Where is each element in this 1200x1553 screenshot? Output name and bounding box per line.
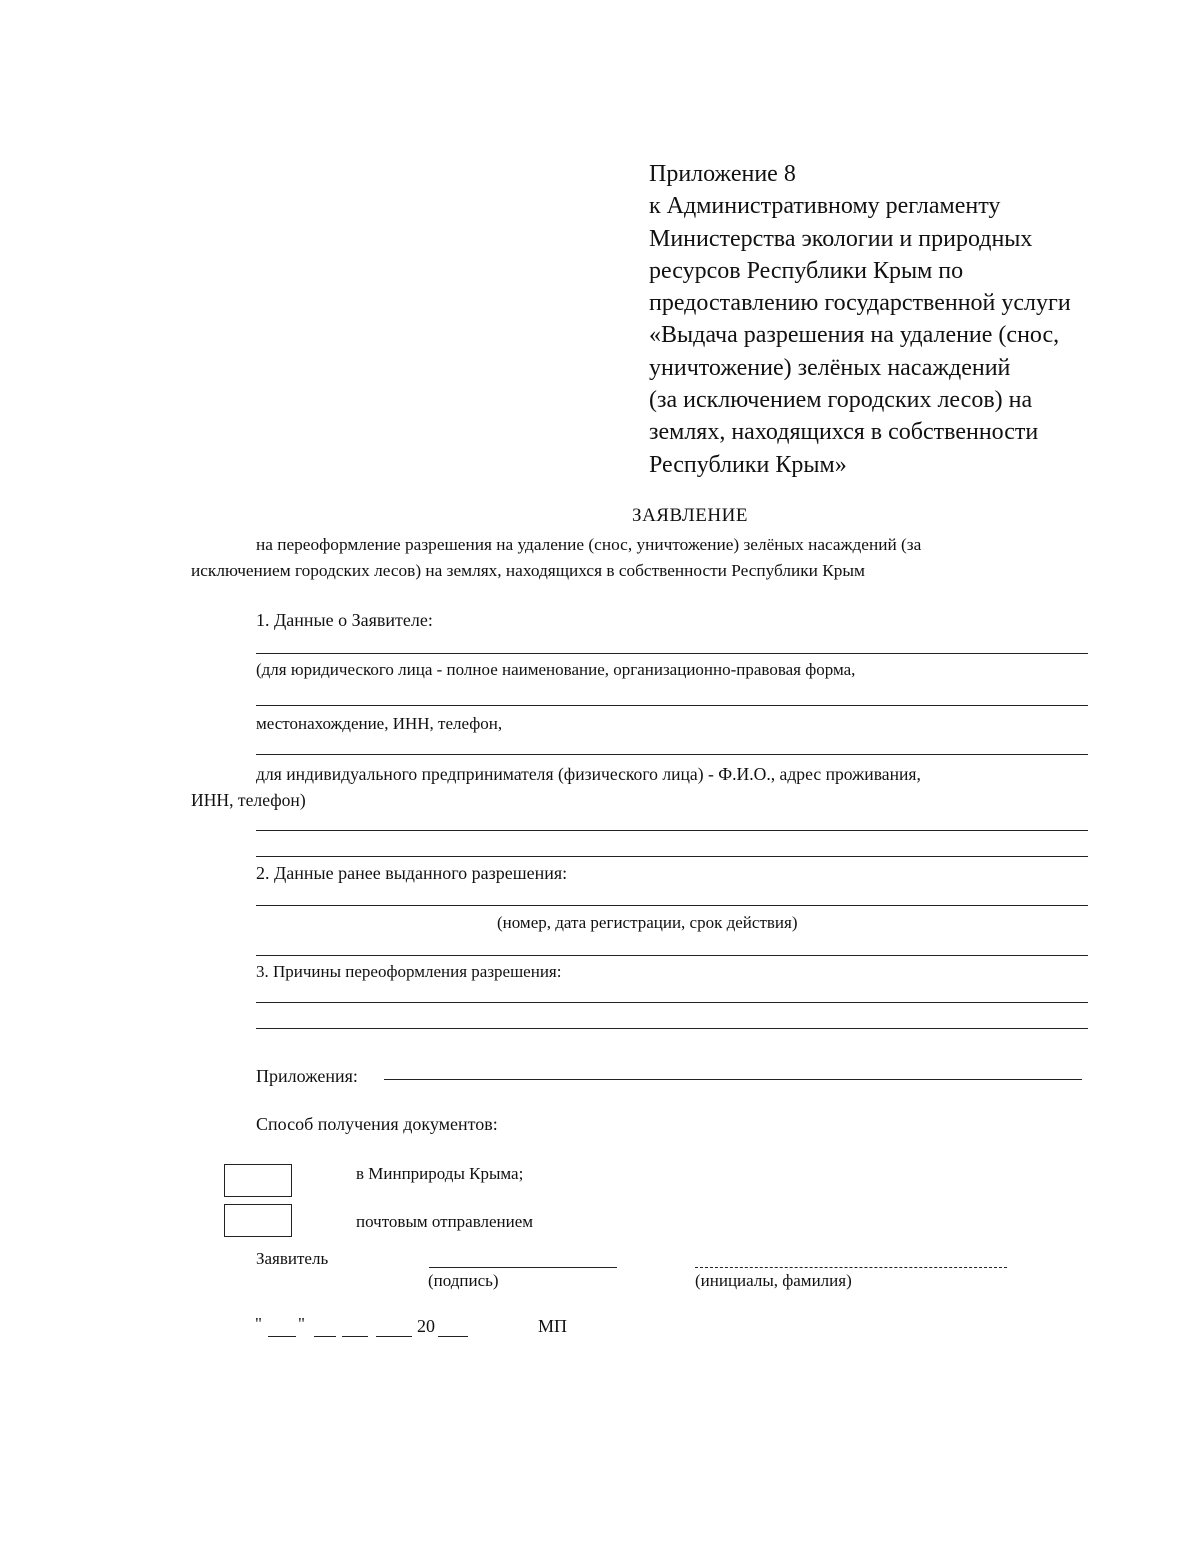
applicant-data-line[interactable] — [256, 754, 1088, 755]
document-title: ЗАЯВЛЕНИЕ — [632, 505, 748, 526]
appendix-header — [649, 158, 1149, 481]
date-day-line[interactable] — [268, 1336, 296, 1337]
legal-entity-hint: (для юридического лица - полное наименование, организационно-правовая форма, — [256, 660, 856, 679]
delivery-option-mail-label: почтовым отправлением — [356, 1212, 534, 1231]
permit-data-line[interactable] — [256, 905, 1088, 906]
name-hint: (инициалы, фамилия) — [695, 1271, 852, 1290]
reasons-line[interactable] — [256, 1002, 1088, 1003]
location-hint: местонахождение, ИНН, телефон, — [256, 714, 503, 733]
name-line[interactable] — [695, 1267, 1007, 1268]
appendix-header-line: уничтожение) зелёных насаждений — [649, 354, 1011, 381]
applicant-data-line[interactable] — [256, 705, 1088, 706]
reasons-line[interactable] — [256, 1028, 1088, 1029]
date-month-line[interactable] — [314, 1336, 336, 1337]
stamp-label: МП — [538, 1316, 568, 1336]
date-year-prefix: 20 — [417, 1316, 435, 1336]
delivery-option-ministry-label: в Минприроды Крыма; — [356, 1164, 524, 1183]
individual-hint-line1: для индивидуального предпринимателя (физического лица) - Ф.И.О., адрес проживания, — [256, 764, 921, 784]
appendix-header-line: Министерства экологии и природных — [649, 225, 1033, 252]
applicant-data-line[interactable] — [256, 830, 1088, 831]
section3-heading: 3. Причины переоформления разрешения: — [256, 962, 562, 981]
appendix-header-line: ресурсов Республики Крым по — [649, 257, 964, 284]
appendix-header-line: землях, находящихся в собственности — [649, 419, 1039, 446]
signature-line[interactable] — [429, 1267, 617, 1268]
appendix-header-line: Приложение 8 — [649, 161, 796, 187]
applicant-label: Заявитель — [256, 1249, 329, 1268]
permit-data-hint: (номер, дата регистрации, срок действия) — [497, 913, 798, 932]
date-year-line[interactable] — [438, 1336, 468, 1337]
document-subtitle-line2: исключением городских лесов) на землях, находящихся в собственности Республики Крым — [191, 561, 865, 580]
attachments-label: Приложения: — [256, 1066, 358, 1086]
date-month-line[interactable] — [376, 1336, 412, 1337]
permit-data-line[interactable] — [256, 955, 1088, 956]
applicant-data-line[interactable] — [256, 653, 1088, 654]
date-month-line[interactable] — [342, 1336, 368, 1337]
signature-hint: (подпись) — [428, 1271, 499, 1290]
delivery-option-mail-checkbox[interactable] — [224, 1204, 292, 1237]
attachments-line[interactable] — [384, 1079, 1082, 1080]
appendix-header-line: (за исключением городских лесов) на — [649, 387, 1033, 414]
date-quote-open: " — [255, 1314, 262, 1333]
appendix-header-line: «Выдача разрешения на удаление (снос, — [649, 322, 1060, 349]
section2-heading: 2. Данные ранее выданного разрешения: — [256, 863, 568, 883]
date-quote-close: " — [298, 1314, 305, 1333]
section1-heading: 1. Данные о Заявителе: — [256, 610, 433, 630]
delivery-method-label: Способ получения документов: — [256, 1114, 498, 1134]
appendix-header-line: Республики Крым» — [649, 451, 847, 478]
appendix-header-line: к Административному регламенту — [649, 193, 1001, 220]
individual-hint-line2: ИНН, телефон) — [191, 790, 306, 810]
document-subtitle-line1: на переоформление разрешения на удаление (снос, уничтожение) зелёных насаждений (за — [256, 535, 922, 554]
applicant-data-line[interactable] — [256, 856, 1088, 857]
appendix-header-line: предоставлению государственной услуги — [649, 290, 1071, 317]
delivery-option-ministry-checkbox[interactable] — [224, 1164, 292, 1197]
